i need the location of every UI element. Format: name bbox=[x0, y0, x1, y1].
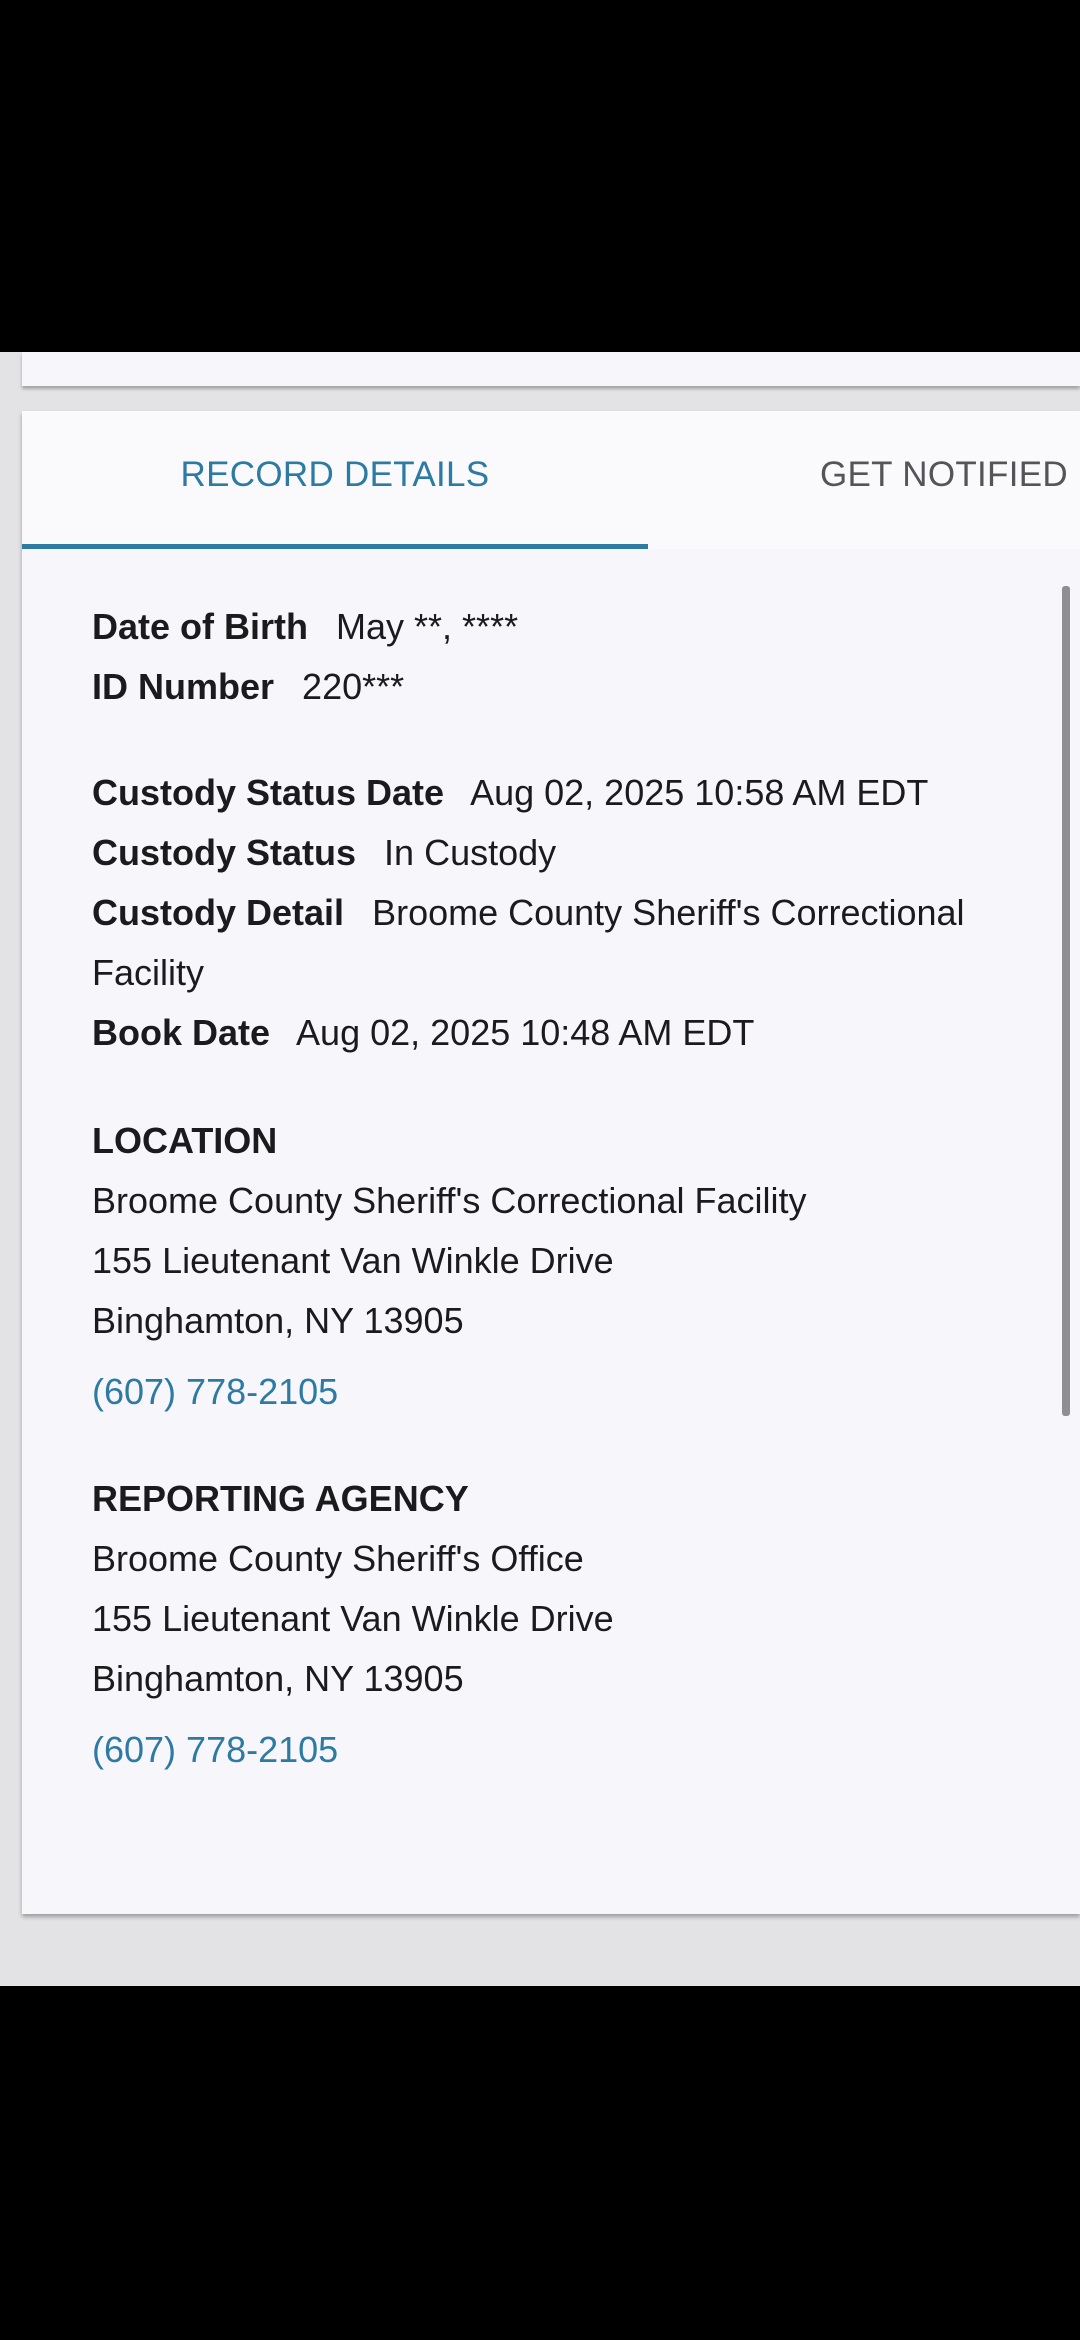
location-name: Broome County Sheriff's Correctional Facility bbox=[92, 1180, 807, 1221]
custody-status-value: In Custody bbox=[384, 832, 557, 873]
book-date-row bbox=[92, 1003, 754, 1063]
id-number-label: ID Number bbox=[92, 666, 275, 707]
custody-detail-value-cont: Facility bbox=[92, 952, 205, 993]
book-date-value: Aug 02, 2025 10:48 AM EDT bbox=[296, 1012, 755, 1053]
id-number-row bbox=[92, 657, 404, 717]
dob-value: May **, **** bbox=[336, 606, 519, 647]
custody-status-row bbox=[92, 823, 556, 883]
custody-status-date-row bbox=[92, 763, 928, 823]
location-city: Binghamton, NY 13905 bbox=[92, 1300, 464, 1341]
custody-status-label: Custody Status bbox=[92, 832, 357, 873]
tab-record-details-label: RECORD DETAILS bbox=[180, 455, 490, 494]
tab-record-details[interactable] bbox=[22, 411, 648, 549]
custody-status-date-label: Custody Status Date bbox=[92, 772, 445, 813]
custody-status-date-value: Aug 02, 2025 10:58 AM EDT bbox=[470, 772, 929, 813]
active-tab-indicator bbox=[22, 544, 648, 549]
custody-detail-row bbox=[92, 883, 965, 943]
book-date-label: Book Date bbox=[92, 1012, 271, 1053]
custody-detail-value: Broome County Sheriff's Correctional bbox=[372, 892, 965, 933]
location-heading: LOCATION bbox=[92, 1120, 278, 1161]
custody-detail-label: Custody Detail bbox=[92, 892, 345, 933]
previous-card bbox=[22, 352, 1080, 386]
custody-detail-continuation bbox=[92, 943, 204, 1003]
agency-street: 155 Lieutenant Van Winkle Drive bbox=[92, 1598, 614, 1639]
record-card bbox=[22, 411, 1080, 1914]
tab-get-notified[interactable] bbox=[742, 411, 1080, 549]
agency-phone-link[interactable]: (607) 778-2105 bbox=[92, 1729, 339, 1770]
scrollbar[interactable] bbox=[1062, 586, 1070, 1416]
dob-row bbox=[92, 597, 518, 657]
id-number-value: 220*** bbox=[302, 666, 405, 707]
dob-label: Date of Birth bbox=[92, 606, 308, 647]
location-street: 155 Lieutenant Van Winkle Drive bbox=[92, 1240, 614, 1281]
tab-get-notified-label: GET NOTIFIED bbox=[820, 455, 1068, 494]
tab-bar bbox=[22, 411, 1080, 549]
agency-name: Broome County Sheriff's Office bbox=[92, 1538, 584, 1579]
reporting-agency-heading: REPORTING AGENCY bbox=[92, 1478, 469, 1519]
agency-city: Binghamton, NY 13905 bbox=[92, 1658, 464, 1699]
location-phone-link[interactable]: (607) 778-2105 bbox=[92, 1371, 339, 1412]
